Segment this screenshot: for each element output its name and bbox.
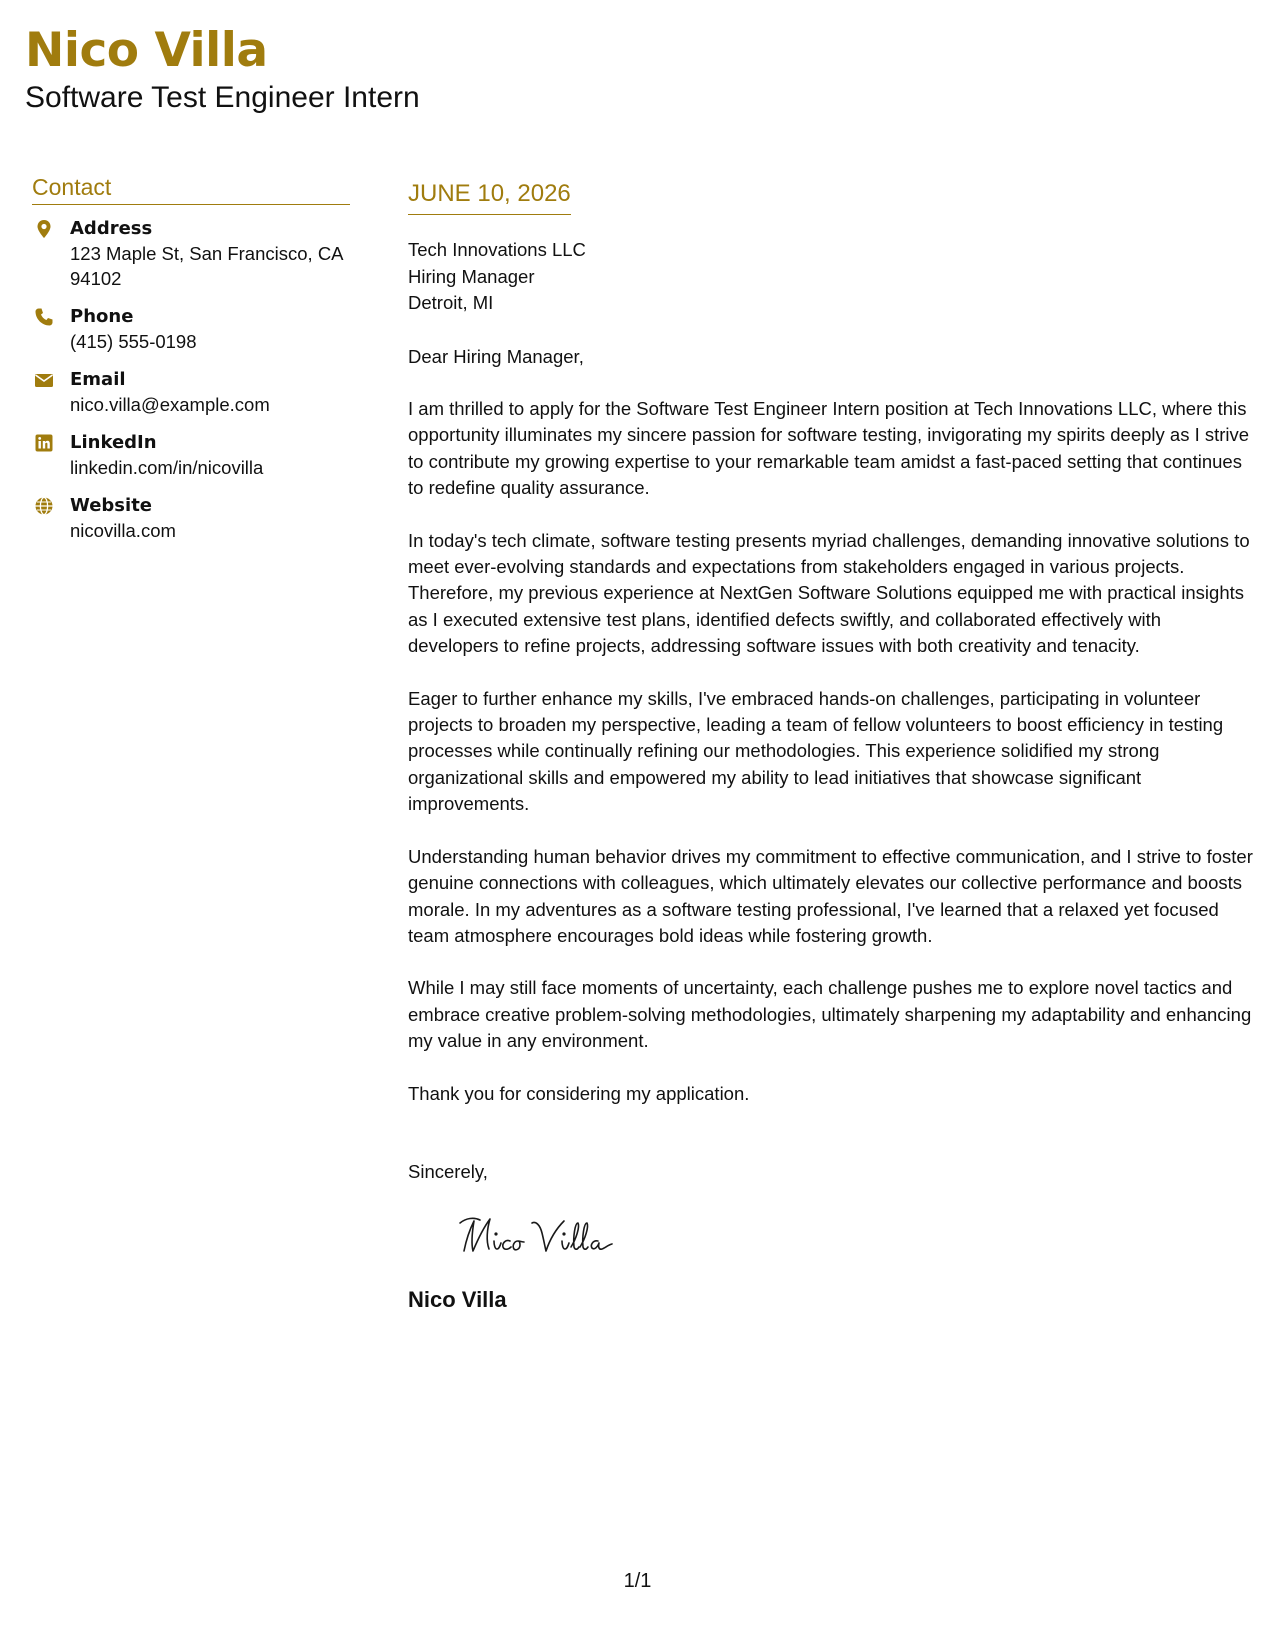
contact-heading: Contact <box>32 174 350 205</box>
contact-linkedin <box>32 431 350 480</box>
recipient-block <box>408 237 1253 317</box>
paragraph-3: Eager to further enhance my skills, I've embraced hands-on challenges, participating in volunteer projects to broaden my perspective, leading a team of fellow volunteers to boost efficiency in testing processes while continually refining our methodologies. This experience solidified my strong organizational skills and empowered my ability to lead initiatives that showcase significant improvements. <box>408 687 1224 815</box>
linkedin-value: linkedin.com/in/nicovilla <box>70 457 264 478</box>
header <box>25 22 420 116</box>
salutation: Dear Hiring Manager, <box>408 345 584 367</box>
contact-list <box>32 217 350 543</box>
email-label: Email <box>70 369 126 390</box>
globe-icon <box>34 496 54 516</box>
linkedin-label: LinkedIn <box>70 432 157 453</box>
phone-icon <box>34 307 54 327</box>
paragraph-2: In today's tech climate, software testing presents myriad challenges, demanding innovative solutions to meet ever-evolving standards and expectations from stakeholders engaged in various projects. Therefore, my previous experience at NextGen Software Solutions equipped me with practical insights as I executed extensive test plans, identified defects swiftly, and collaborated effectively with developers to refine projects, addressing software issues with both creativity and tenacity. <box>408 529 1250 657</box>
address-label: Address <box>70 218 153 239</box>
closing: Sincerely, <box>408 1160 488 1182</box>
address-line-1: 123 Maple St, San Francisco, CA <box>70 243 344 264</box>
recipient-role: Hiring Manager <box>408 265 535 287</box>
handwritten-signature <box>456 1207 626 1263</box>
page-number: 1/1 <box>623 1570 652 1592</box>
map-pin-icon <box>34 219 54 239</box>
paragraph-6: Thank you for considering my application. <box>408 1082 750 1104</box>
applicant-name: Nico Villa <box>25 23 268 78</box>
contact-address <box>32 217 350 291</box>
address-line-2: 94102 <box>70 268 122 289</box>
phone-label: Phone <box>70 306 134 327</box>
recipient-company: Tech Innovations LLC <box>408 239 586 260</box>
contact-website <box>32 494 350 543</box>
linkedin-icon <box>34 433 54 453</box>
email-value: nico.villa@example.com <box>70 394 270 415</box>
contact-phone <box>32 305 350 354</box>
paragraph-5: While I may still face moments of uncertainty, each challenge pushes me to explore novel tactics and embrace creative problem-solving methodologies, ultimately sharpening my adaptability and enhancing my value in any environment. <box>408 977 1252 1052</box>
contact-sidebar <box>32 174 350 557</box>
job-title: Software Test Engineer Intern <box>25 81 420 114</box>
envelope-icon <box>34 370 54 390</box>
letter-body <box>408 180 1253 1314</box>
contact-email <box>32 368 350 417</box>
recipient-location: Detroit, MI <box>408 292 494 313</box>
signer-name: Nico Villa <box>408 1286 507 1312</box>
website-label: Website <box>70 495 153 516</box>
website-value: nicovilla.com <box>70 520 176 541</box>
letter-date: JUNE 10, 2026 <box>408 180 571 215</box>
phone-value: (415) 555-0198 <box>70 331 197 352</box>
paragraph-1: I am thrilled to apply for the Software Test Engineer Intern position at Tech Innovations LLC, where this opportunity illuminates my sincere passion for software testing, invigorating my spirits deeply as I strive to contribute my growing expertise to your remarkable team amidst a fast-paced setting that continues to redefine quality assurance. <box>408 398 1250 499</box>
paragraph-4: Understanding human behavior drives my commitment to effective communication, and I strive to foster genuine connections with colleagues, which ultimately elevates our collective performance and boosts morale. In my adventures as a software testing professional, I've learned that a relaxed yet focused team atmosphere encourages bold ideas while fostering growth. <box>408 845 1253 946</box>
